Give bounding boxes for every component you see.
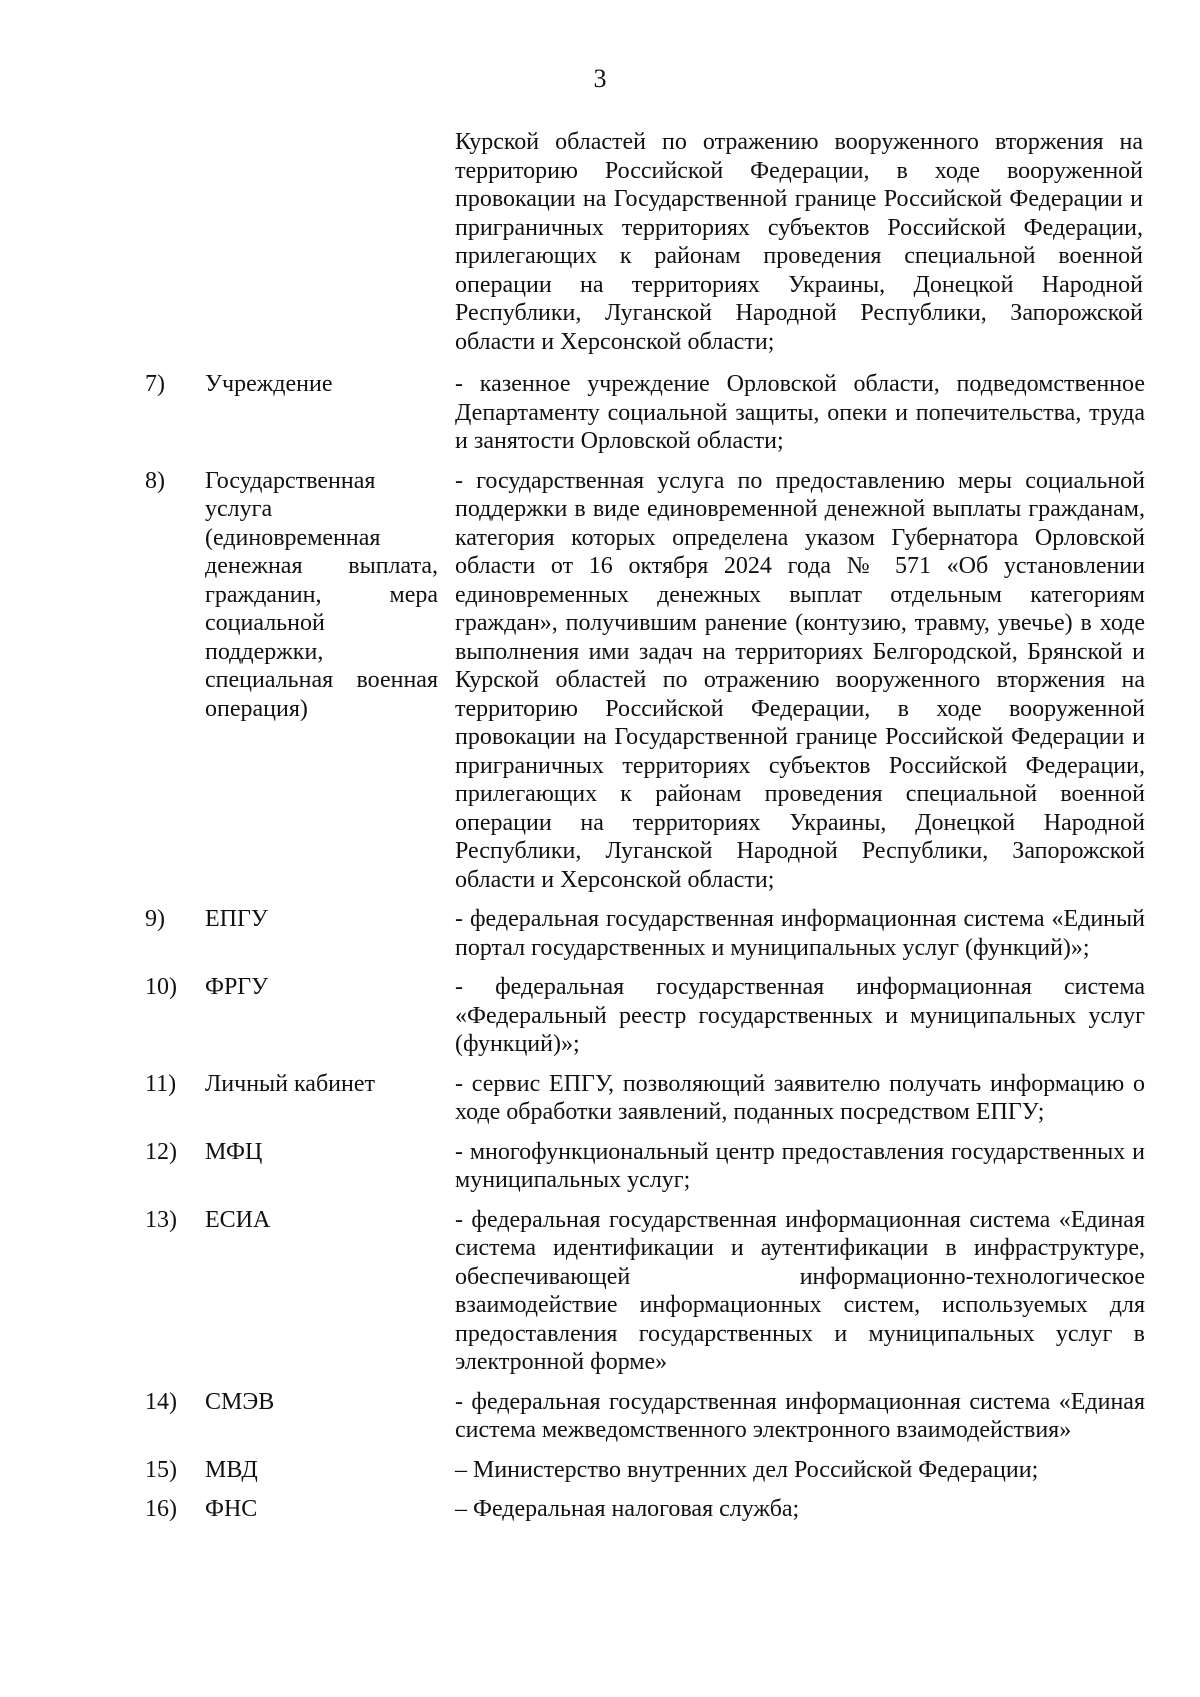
definition-number: 8) <box>145 467 165 494</box>
definition-description: - многофункциональный центр предоставления государственных и муниципальных услуг; <box>455 1138 1145 1193</box>
definition-term: МВД <box>205 1456 258 1483</box>
definition-term: СМЭВ <box>205 1388 275 1415</box>
definition-item-7 <box>145 370 1145 456</box>
definition-term: Учреждение <box>205 371 333 397</box>
definitions-list <box>145 370 1145 1535</box>
definition-description: – Министерство внутренних дел Российской Федерации; <box>455 1456 1039 1483</box>
definition-term: Личный кабинет <box>205 1070 375 1097</box>
definition-description: - государственная услуга по предоставлению меры социальной поддержки в виде единовременной денежной выплаты гражданам, категория которых определена указом Губернатора Орловской области от 16 октября 2024 года № 571 «Об установлении единовременных денежных выплат отдельным категориям граждан», получившим ранение (контузию, травму, увечье) в ходе выполнения ими задач на территориях Белгородской, Брянской и Курской областей по отражению вооруженного вторжения на территорию Российской Федерации, в ходе вооруженной провокации на Государственной границе Российской Федерации и приграничных территориях субъектов Российской Федерации, прилегающих к районам проведения специальной военной операции на территориях Украины, Донецкой Народной Республики, Луганской Народной Республики, Запорожской области и Херсонской области; <box>455 467 1145 893</box>
definition-item-15 <box>145 1456 1145 1485</box>
definition-item-14 <box>145 1388 1145 1445</box>
definition-number: 14) <box>145 1388 177 1415</box>
definition-description: - федеральная государственная информационная система «Единый портал государственных и муниципальных услуг (функций)»; <box>455 906 1145 961</box>
definition-description: – Федеральная налоговая служба; <box>455 1496 800 1522</box>
definition-number: 12) <box>145 1138 177 1165</box>
definition-term: ЕПГУ <box>205 906 268 932</box>
definition-item-9 <box>145 905 1145 962</box>
definition-description: - федеральная государственная информационная система «Единая система идентификации и аутентификации в инфраструктуре, обеспечивающей информационно-технологическое взаимодействие информационных систем, используемых для предоставления государственных и муниципальных услуг в электронной форме» <box>455 1206 1145 1375</box>
definition-description: - федеральная государственная информационная система «Федеральный реестр государственных и муниципальных услуг (функций)»; <box>455 974 1145 1057</box>
definition-number: 10) <box>145 974 177 1000</box>
definition-description: - федеральная государственная информационная система «Единая система межведомственного электронного взаимодействия» <box>455 1388 1145 1443</box>
definition-description: - сервис ЕПГУ, позволяющий заявителю получать информацию о ходе обработки заявлений, поданных посредством ЕПГУ; <box>455 1070 1145 1125</box>
definition-term: ФРГУ <box>205 974 269 1000</box>
definition-number: 16) <box>145 1496 177 1522</box>
definition-number: 7) <box>145 371 165 397</box>
definition-item-10 <box>145 973 1145 1059</box>
page-number: 3 <box>593 64 607 93</box>
definition-item-8 <box>145 467 1145 895</box>
definition-description: - казенное учреждение Орловской области, подведомственное Департаменту социальной защиты, опеки и попечительства, труда и занятости Орловской области; <box>455 371 1145 454</box>
definition-number: 13) <box>145 1206 177 1233</box>
definition-term: Государственная услуга (единовременная денежная выплата, гражданин, мера социальной поддержки, специальная военная операция) <box>205 467 438 722</box>
definition-item-13 <box>145 1206 1145 1377</box>
definition-term: МФЦ <box>205 1138 263 1165</box>
continuation-paragraph: Курской областей по отражению вооруженного вторжения на территорию Российской Федерации, в ходе вооруженной провокации на Государственной границе Российской Федерации и приграничных территориях субъектов Российской Федерации, прилегающих к районам проведения специальной военной операции на территориях Украины, Донецкой Народной Республики, Луганской Народной Республики, Запорожской области и Херсонской области; <box>455 129 1143 355</box>
definition-item-12 <box>145 1138 1145 1195</box>
definition-term: ФНС <box>205 1496 258 1522</box>
definition-item-16 <box>145 1495 1145 1524</box>
definition-term: ЕСИА <box>205 1206 271 1233</box>
definition-number: 9) <box>145 906 165 932</box>
definition-number: 11) <box>145 1070 177 1097</box>
definition-item-11 <box>145 1070 1145 1127</box>
definition-number: 15) <box>145 1456 177 1483</box>
